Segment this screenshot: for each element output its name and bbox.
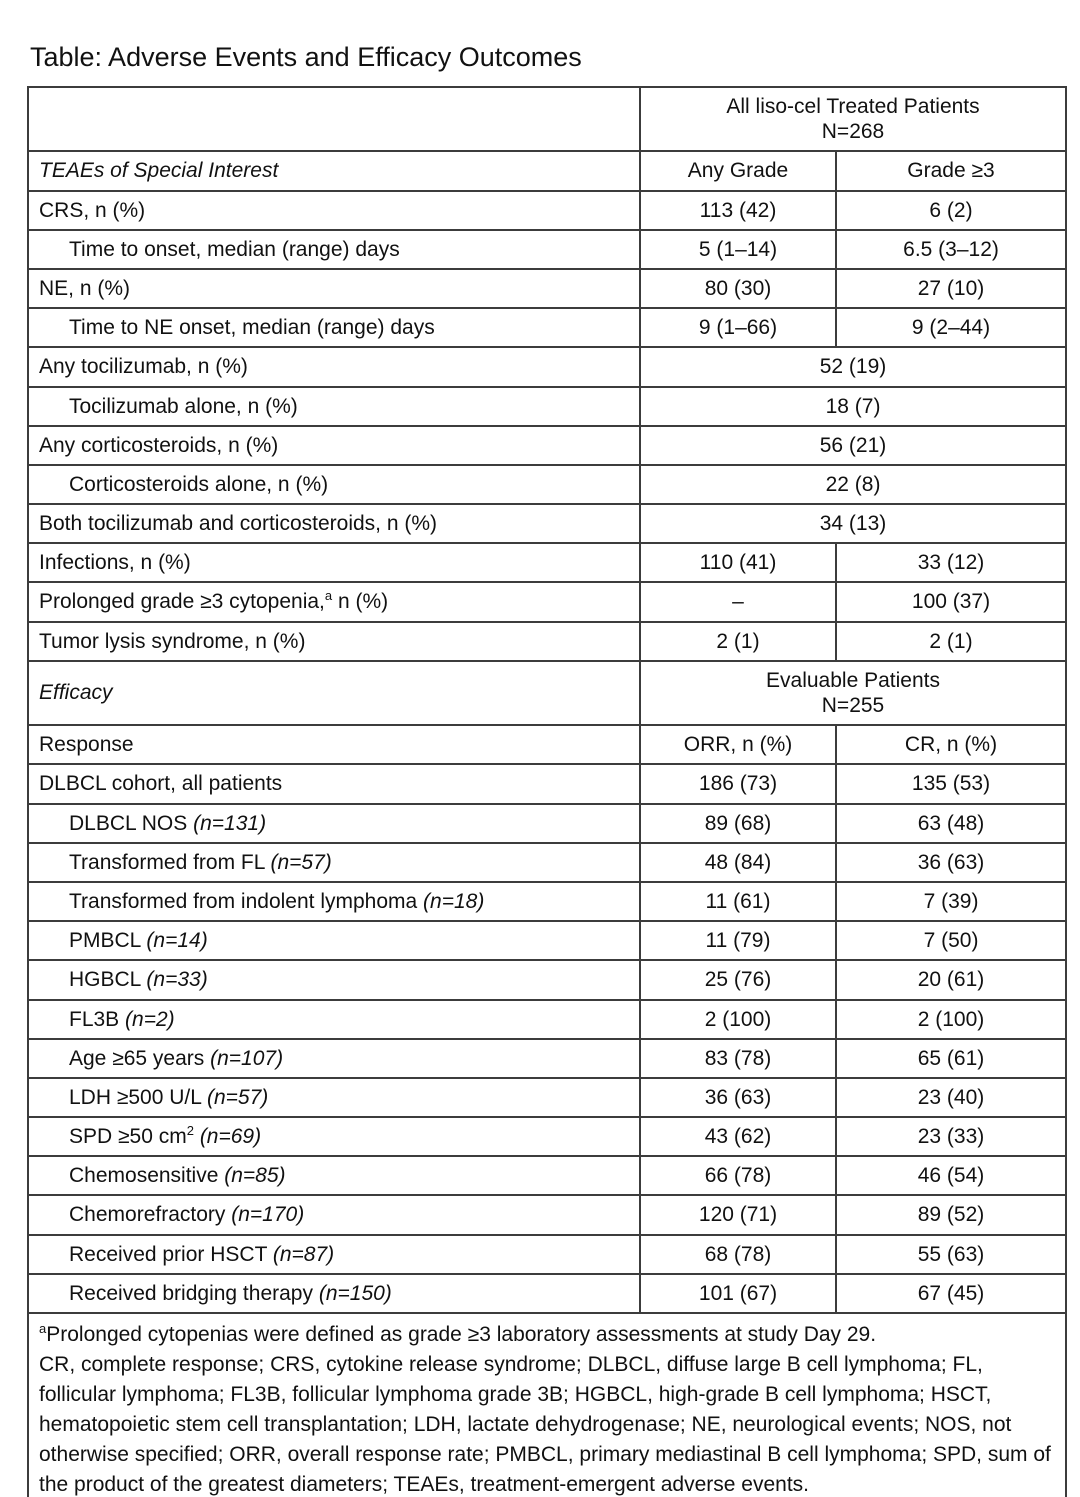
- footnote-abbreviations: CR, complete response; CRS, cytokine release syndrome; DLBCL, diffuse large B cell lymphoma; FL, follicular lymphoma; FL3B, follicular lymphoma grade 3B; HGBCL, high-grade B cell lymphoma; HSCT, hematopoietic stem cell transplantation; LDH, lactate dehydrogenase; NE, neurological events; NOS, not otherwise specified; ORR, overall response rate; PMBCL, primary mediastinal B cell lymphoma; SPD, sum of the product of the greatest diameters; TEAEs, treatment-emergent adverse events.: [39, 1353, 1051, 1497]
- table-row: [28, 843, 1066, 882]
- table-row: [28, 191, 1066, 230]
- row-label: Age ≥65 years (n=107): [28, 1039, 640, 1078]
- footnote-cell: [28, 1313, 1066, 1497]
- row-value: 66 (78): [640, 1156, 836, 1195]
- row-value: 20 (61): [836, 960, 1066, 999]
- table-row: [28, 1195, 1066, 1234]
- footnote-definition-text: Prolonged cytopenias were defined as grade ≥3 laboratory assessments at study Day 29.: [46, 1323, 877, 1346]
- row-value: 2 (1): [640, 622, 836, 661]
- adverse-events-efficacy-table: [27, 86, 1067, 1497]
- row-value: 6 (2): [836, 191, 1066, 230]
- row-value: 2 (1): [836, 622, 1066, 661]
- row-label: Received bridging therapy (n=150): [28, 1274, 640, 1313]
- row-label: Transformed from indolent lymphoma (n=18): [28, 882, 640, 921]
- row-label: Transformed from FL (n=57): [28, 843, 640, 882]
- table-row: [28, 1039, 1066, 1078]
- evaluable-group-n: N=255: [821, 694, 885, 717]
- row-label: CRS, n (%): [28, 191, 640, 230]
- row-value: 33 (12): [836, 543, 1066, 582]
- table-header-section: [28, 87, 1066, 191]
- evaluable-group-header: [640, 661, 1066, 725]
- footnote-row: [28, 1313, 1066, 1497]
- table-row: [28, 1000, 1066, 1039]
- row-value: 135 (53): [836, 764, 1066, 803]
- row-value: 7 (50): [836, 921, 1066, 960]
- footnote-definition: [39, 1320, 1055, 1350]
- row-value: 11 (61): [640, 882, 836, 921]
- row-value: 65 (61): [836, 1039, 1066, 1078]
- row-label: Any corticosteroids, n (%): [28, 426, 640, 465]
- row-value: –: [640, 582, 836, 621]
- teae-section-label: TEAEs of Special Interest: [28, 151, 640, 190]
- group-header-row: [28, 87, 1066, 151]
- row-label: SPD ≥50 $cm^2$ (n=69): [28, 1117, 640, 1156]
- table-row: [28, 387, 1066, 426]
- row-value: 89 (68): [640, 804, 836, 843]
- table-row: [28, 308, 1066, 347]
- row-value: 80 (30): [640, 269, 836, 308]
- row-value: 2 (100): [640, 1000, 836, 1039]
- row-value-merged: 18 (7): [640, 387, 1066, 426]
- table-row: [28, 882, 1066, 921]
- row-label: Time to NE onset, median (range) days: [28, 308, 640, 347]
- row-value: 6.5 (3–12): [836, 230, 1066, 269]
- row-value: 101 (67): [640, 1274, 836, 1313]
- row-label: DLBCL cohort, all patients: [28, 764, 640, 803]
- table-row: [28, 1235, 1066, 1274]
- orr-column-header: ORR, n (%): [640, 725, 836, 764]
- response-header-row: [28, 725, 1066, 764]
- row-value: 63 (48): [836, 804, 1066, 843]
- table-row: [28, 1274, 1066, 1313]
- row-label: Both tocilizumab and corticosteroids, n (%): [28, 504, 640, 543]
- row-value-merged: 22 (8): [640, 465, 1066, 504]
- table-row: [28, 426, 1066, 465]
- row-value: 110 (41): [640, 543, 836, 582]
- table-row: [28, 465, 1066, 504]
- patient-group-label: All liso-cel Treated Patients: [726, 95, 980, 118]
- patient-group-n: N=268: [821, 120, 885, 144]
- row-label: Any tocilizumab, n (%): [28, 347, 640, 386]
- row-value-merged: 34 (13): [640, 504, 1066, 543]
- table-row: [28, 622, 1066, 661]
- patient-group-header: [640, 87, 1066, 151]
- row-value: 186 (73): [640, 764, 836, 803]
- row-label: Corticosteroids alone, n (%): [28, 465, 640, 504]
- grade3-column-header: Grade ≥3: [836, 151, 1066, 190]
- row-label: FL3B (n=2): [28, 1000, 640, 1039]
- row-value: 7 (39): [836, 882, 1066, 921]
- row-value: 9 (2–44): [836, 308, 1066, 347]
- table-row: [28, 804, 1066, 843]
- any-grade-column-header: Any Grade: [640, 151, 836, 190]
- row-value: 55 (63): [836, 1235, 1066, 1274]
- row-value: 100 (37): [836, 582, 1066, 621]
- row-value: 48 (84): [640, 843, 836, 882]
- table-row: [28, 230, 1066, 269]
- response-row-header: Response: [28, 725, 640, 764]
- response-rows-section: [28, 764, 1066, 1313]
- footnote-sup-a: a: [39, 1321, 47, 1336]
- row-value: 89 (52): [836, 1195, 1066, 1234]
- table-row: [28, 269, 1066, 308]
- table-row: [28, 1117, 1066, 1156]
- row-value: 23 (33): [836, 1117, 1066, 1156]
- table-row: [28, 347, 1066, 386]
- table-title: Table: Adverse Events and Efficacy Outcomes: [30, 42, 582, 72]
- row-label: Chemorefractory (n=170): [28, 1195, 640, 1234]
- row-value: 11 (79): [640, 921, 836, 960]
- table-row: [28, 543, 1066, 582]
- row-value: 113 (42): [640, 191, 836, 230]
- row-value: 36 (63): [640, 1078, 836, 1117]
- row-value: 2 (100): [836, 1000, 1066, 1039]
- row-value: 5 (1–14): [640, 230, 836, 269]
- table-row: [28, 1078, 1066, 1117]
- row-label: Chemosensitive (n=85): [28, 1156, 640, 1195]
- row-value: 68 (78): [640, 1235, 836, 1274]
- evaluable-group-label: Evaluable Patients: [766, 668, 940, 692]
- row-value: 9 (1–66): [640, 308, 836, 347]
- cr-column-header: CR, n (%): [836, 725, 1066, 764]
- row-value: 36 (63): [836, 843, 1066, 882]
- row-value-merged: 56 (21): [640, 426, 1066, 465]
- row-value: 120 (71): [640, 1195, 836, 1234]
- row-label: HGBCL (n=33): [28, 960, 640, 999]
- row-value-merged: 52 (19): [640, 347, 1066, 386]
- table-row: [28, 1156, 1066, 1195]
- teae-section-header-row: [28, 151, 1066, 190]
- row-value: 67 (45): [836, 1274, 1066, 1313]
- table-row: [28, 582, 1066, 621]
- row-value: 46 (54): [836, 1156, 1066, 1195]
- efficacy-header-section: [28, 661, 1066, 765]
- row-label: Received prior HSCT (n=87): [28, 1235, 640, 1274]
- row-label: Prolonged grade ≥3 cytopenia,$^a$ n (%): [28, 582, 640, 621]
- row-value: 27 (10): [836, 269, 1066, 308]
- row-value: 25 (76): [640, 960, 836, 999]
- efficacy-section-label: Efficacy: [28, 661, 640, 725]
- row-label: LDH ≥500 U/L (n=57): [28, 1078, 640, 1117]
- efficacy-section-header-row: [28, 661, 1066, 725]
- teae-rows-section: [28, 191, 1066, 661]
- row-label: DLBCL NOS (n=131): [28, 804, 640, 843]
- row-value: 83 (78): [640, 1039, 836, 1078]
- footnote-section: [28, 1313, 1066, 1497]
- row-label: Tumor lysis syndrome, n (%): [28, 622, 640, 661]
- table-row: [28, 960, 1066, 999]
- table-row: [28, 764, 1066, 803]
- table-row: [28, 921, 1066, 960]
- row-label: PMBCL (n=14): [28, 921, 640, 960]
- row-label: Tocilizumab alone, n (%): [28, 387, 640, 426]
- row-label: NE, n (%): [28, 269, 640, 308]
- row-label: Infections, n (%): [28, 543, 640, 582]
- row-value: 23 (40): [836, 1078, 1066, 1117]
- header-empty-cell: [28, 87, 640, 151]
- row-value: 43 (62): [640, 1117, 836, 1156]
- table-row: [28, 504, 1066, 543]
- row-label: Time to onset, median (range) days: [28, 230, 640, 269]
